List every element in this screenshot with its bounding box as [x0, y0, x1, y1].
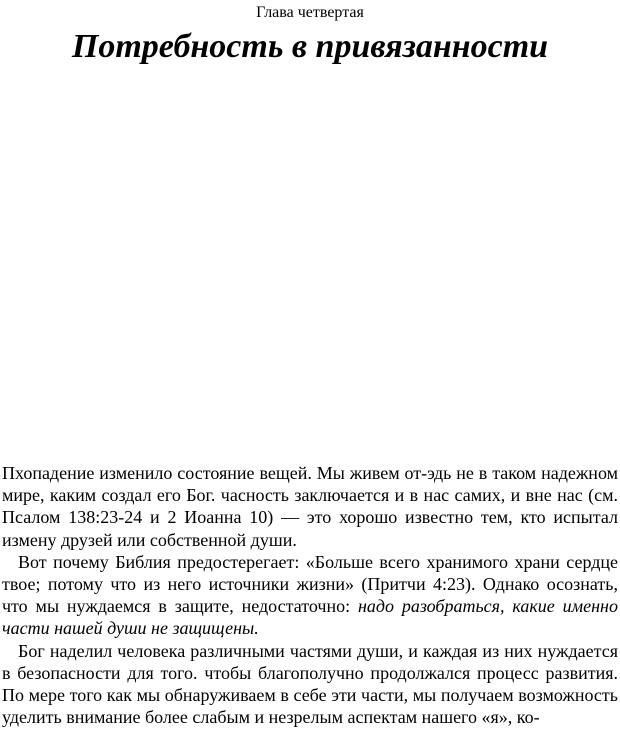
chapter-title: Потребность в привязанности — [71, 28, 549, 65]
paragraph-1: Пхопадение изменило состояние вещей. Мы живем от-эдь не в таком надежном мире, каким создал его Бог. часность заключается и в нас самих, и вне нас (см. Псалом 138:23-24 и 2 Иоанна 10) — это хорошо известно тем, кто испытал измену друзей или собственной души. — [2, 463, 618, 550]
paragraph-2 — [2, 551, 618, 640]
body-text — [2, 462, 618, 728]
paragraph-2-text: Вот почему Библия предостерегает: «Больше всего хранимого храни сердце твое; потому что из него источники жизни» (Притчи 4:23). Однако осознать, что мы нуждаемся в защите, недостаточно: — [2, 551, 618, 617]
paragraph-3: Бог наделил человека различными частями души, и каждая из них нуждается в безопасности для того. чтобы благополучно продолжался процесс развития. По мере того как мы обнаруживаем в себе эти части, мы получаем возможность уделить внимание более слабым и незрелым аспектам нашего «я», ко- — [2, 640, 618, 728]
chapter-label: Глава четвертая — [256, 4, 364, 21]
paragraph-2-emphasis: надо разобраться, какие именно части нашей души не защищены. — [2, 596, 618, 639]
